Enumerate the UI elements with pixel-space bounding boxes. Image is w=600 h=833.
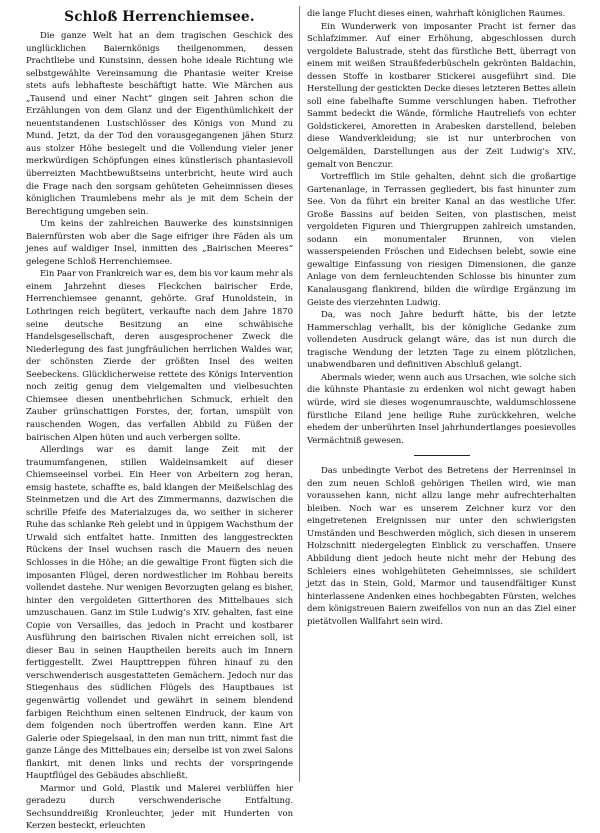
right-column bbox=[307, 8, 576, 780]
left-column bbox=[26, 8, 293, 832]
paragraph: Ein Paar von Frankreich war es, dem bis vor kaum mehr als einem Jahrzehnt dieses Fleckchen bairischer Erde, Herrenchiemsee genannt, gehörte. Graf Hunoldstein, in Lothringen reich begütert, verkaufte nach dem Jahre 1870 seine deutsche Besitzung an eine schwäbische Handelsgesellschaft, deren ausgesprochener Zweck die Niederlegung des fast jungfräulichen herrlichen Waldes war, der schönsten Zierde der größten Insel des weiten Seebeckens. Glücklicherweise rettete des Königs Intervention noch zeitig genug dem vielgemalten und vielbesuchten Chiemsee diesen unentbehrlichen Schmuck, erhielt den Zauber grünschattigen Forstes, der, fortan, umspült von rauschenden Wogen, das verfallen Abbild zu Füßen der bairischen Alpen hüten und auch verbergen sollte. bbox=[26, 269, 293, 443]
paragraph: Die ganze Welt hat an dem tragischen Geschick des unglücklichen Baiernkönigs theilgenommen, dessen Prachtliebe und Kunstsinn, dessen hohe ideale Richtung wie selbstgewählte Vereinsamung die Phantasie weiter Kreise stets aufs lebhafteste beschäftigt hatte. Wie Märchen aus „Tausend und einer Nacht“ gingen seit Jahren schon die Erzählungen von dem Glanz und der Eigenthümlichkeit der neuentstandenen Lustschlösser des Königs von Mund zu Mund. Jetzt, da der Tod den vorausgegangenen jähen Sturz aus stolzer Höhe besiegelt und die Vollendung vieler jener merkwürdigen Schöpfungen eines künstlerisch phantasievoll überreizten Machtbewußtseins unterbricht, heute wird auch die Frage nach den sorgsam gehüteten Geheimnissen dieses königlichen Traumlebens mehr als je mit dem Schein der Berechtigung umgeben sein. bbox=[26, 31, 293, 217]
paragraph: Allerdings war es damit lange Zeit mit der traumumfangenen, stillen Waldeinsamkeit auf dieser Chiemseeinsel vorbei. Ein Heer von Arbeitern zog heran, emsig hastete, schaffte es, bald klangen der Meißelschlag des Steinmetzen und die Art des Zimmermanns, dazwischen die schrille Pfeife des Materialzuges da, wo seither in sicherer Ruhe das schlanke Reh gelebt und in üppigem Wachsthum der Urwald sich entfaltet hatte. Inmitten des langgestreckten Rückens der Insel wuchsen rasch die Mauern des neuen Schlosses in die Höhe; an die gewaltige Front fügten sich die imposanten Flügel, deren nordwestlicher im Rohbau bereits vollendet dastehe. Nur wenigen Bevorzugten gelang es bisher, hinter den vergoldeten Gitterthoren des Mittelbaues sich umzuschauen. Ganz im Stile Ludwig’s XIV. gehalten, fast eine Copie von Versailles, das jedoch in Pracht und kostbarer Ausführung den bairischen Rivalen nicht erreichen soll, ist dieser Bau in seinen Hauptheilen bereits auch im Innern fertiggestellt. Zwei Haupttreppen führen hinauf zu den verschwenderisch ausgestatteten Gemächern. Jedoch nur das Stiegenhaus des südlichen Flügels des Hauptbaues ist gegenwärtig vollendet und gewährt in seinem blendend farbigen Reichthum einen seltenen Eindruck, der kaum von dem folgenden noch übertroffen werden kann. Eine Art Galerie oder Spiegelsaal, in den man nun tritt, nimmt fast die ganze Länge des Mittelbaues ein; derselbe ist von zwei Salons flankirt, mit denen links und rechts der vorspringende Hauptflügel des Gebäudes abschließt. bbox=[26, 445, 293, 782]
paragraph: Marmor und Gold, Plastik und Malerei verblüffen hier geradezu durch verschwenderische Entfaltung. Sechsunddreißig Kronleuchter, jeder mit Hunderten von Kerzen besteckt, erleuchten bbox=[26, 783, 293, 832]
paragraph: Da, was noch Jahre bedurft hätte, bis der letzte Hammerschlag verhallt, bis der königliche Gedanke zum vollendeten Ausdruck gelangt wäre, das ist nun durch die tragische Wendung der letzten Tage zu einem plötzlichen, unabwendbaren und definitiven Abschluß gelangt. bbox=[307, 310, 576, 371]
paragraph: Vortrefflich im Stile gehalten, dehnt sich die großartige Gartenanlage, in Terrassen gegliedert, bis fast hinunter zum See. Von da führt ein breiter Kanal an das westliche Ufer. Große Bassins auf beiden Seiten, von plastischen, meist vergoldeten Figuren und Thiergruppen zahlreich umstanden, sodann ein monumentaler Brunnen, von vielen wasserspeienden Fröschen und Eidechsen belebt, sowie eine gewaltige Einfassung von riesigen Dimensionen, die ganze Anlage von dem fernleuchtenden Schlosse bis hinunter zum Kanalausgang flankirend, bilden die würdige Ergänzung im Geiste des vierzehnten Ludwig. bbox=[307, 172, 576, 308]
editorial-note: Das unbedingte Verbot des Betretens der Herreninsel in den zum neuen Schloß gehörigen Theilen wird, wie man voraussehen kann, nicht allzu lange mehr aufrechterhalten bleiben. Noch war es unserem Zeichner kurz vor den eingetretenen Ereignissen nur unter den schwierigsten Umständen und Beschwerden möglich, sich diesen in unserem Holzschnitt niedergelegten Einblick zu verschaffen. Unsere Abbildung dient jedoch heute nicht mehr der Hebung des Schleiers eines wohlgehüteten Geheimnisses, sie schildert jetzt das in Stein, Gold, Marmor und tausendfältiger Kunst hinterlassene Andenken eines hochbegabten Fürsten, welches dem königstreuen Baiern zweifellos von nun an das Ziel einer pietätvollen Wallfahrt sein wird. bbox=[307, 466, 576, 627]
paragraph: Um keins der zahlreichen Bauwerke des kunstsinnigen Baiernfürsten wob aber die Sage eifriger ihre Fäden als um jenes auf waldiger Insel, inmitten des „Bairischen Meeres“ gelegene Schloß Herrenchiemsee. bbox=[26, 219, 293, 267]
article-title: Schloß Herrenchiemsee. bbox=[64, 9, 255, 25]
paragraph-continued: die lange Flucht dieses einen, wahrhaft königlichen Raumes. bbox=[307, 9, 566, 19]
paragraph: Abermals wieder, wenn auch aus Ursachen, wie solche sich die kühnste Phantasie zu erdenken wol nicht gewagt haben würde, wird sie dieses wogenumrauschte, waldumschlossene fürstliche Eiland jene heilige Ruhe zurückkehren, welche ehedem der unberührten Insel jahrhundertlanges poesievolles Vermächtniß gewesen. bbox=[307, 372, 576, 446]
column-divider bbox=[299, 6, 300, 782]
section-separator bbox=[414, 455, 470, 456]
paragraph: Ein Wunderwerk von imposanter Pracht ist ferner das Schlafzimmer. Auf einer Erhöhung, abgeschlossen durch vergoldete Balustrade, steht das fürstliche Bett, überragt von einem mit weißen Straußfederbüscheln gekrönten Baldachin, dessen Stoffe in kostbarer Stickerei ausgeführt sind. Die Herstellung der gestickten Decke dieses letzteren Bettes allein soll eine fabelhafte Summe verschlungen haben. Tiefrother Sammt bedeckt die Wände, förmliche Hautreliefs von echter Goldstickerei, Amoretten in Arabesken darstellend, beleben diese Wandverkleidung; sie ist nur unterbrochen von Oelgemälden, Darstellungen aus der Zeit Ludwig’s XIV., gemalt von Benczur. bbox=[307, 21, 576, 170]
